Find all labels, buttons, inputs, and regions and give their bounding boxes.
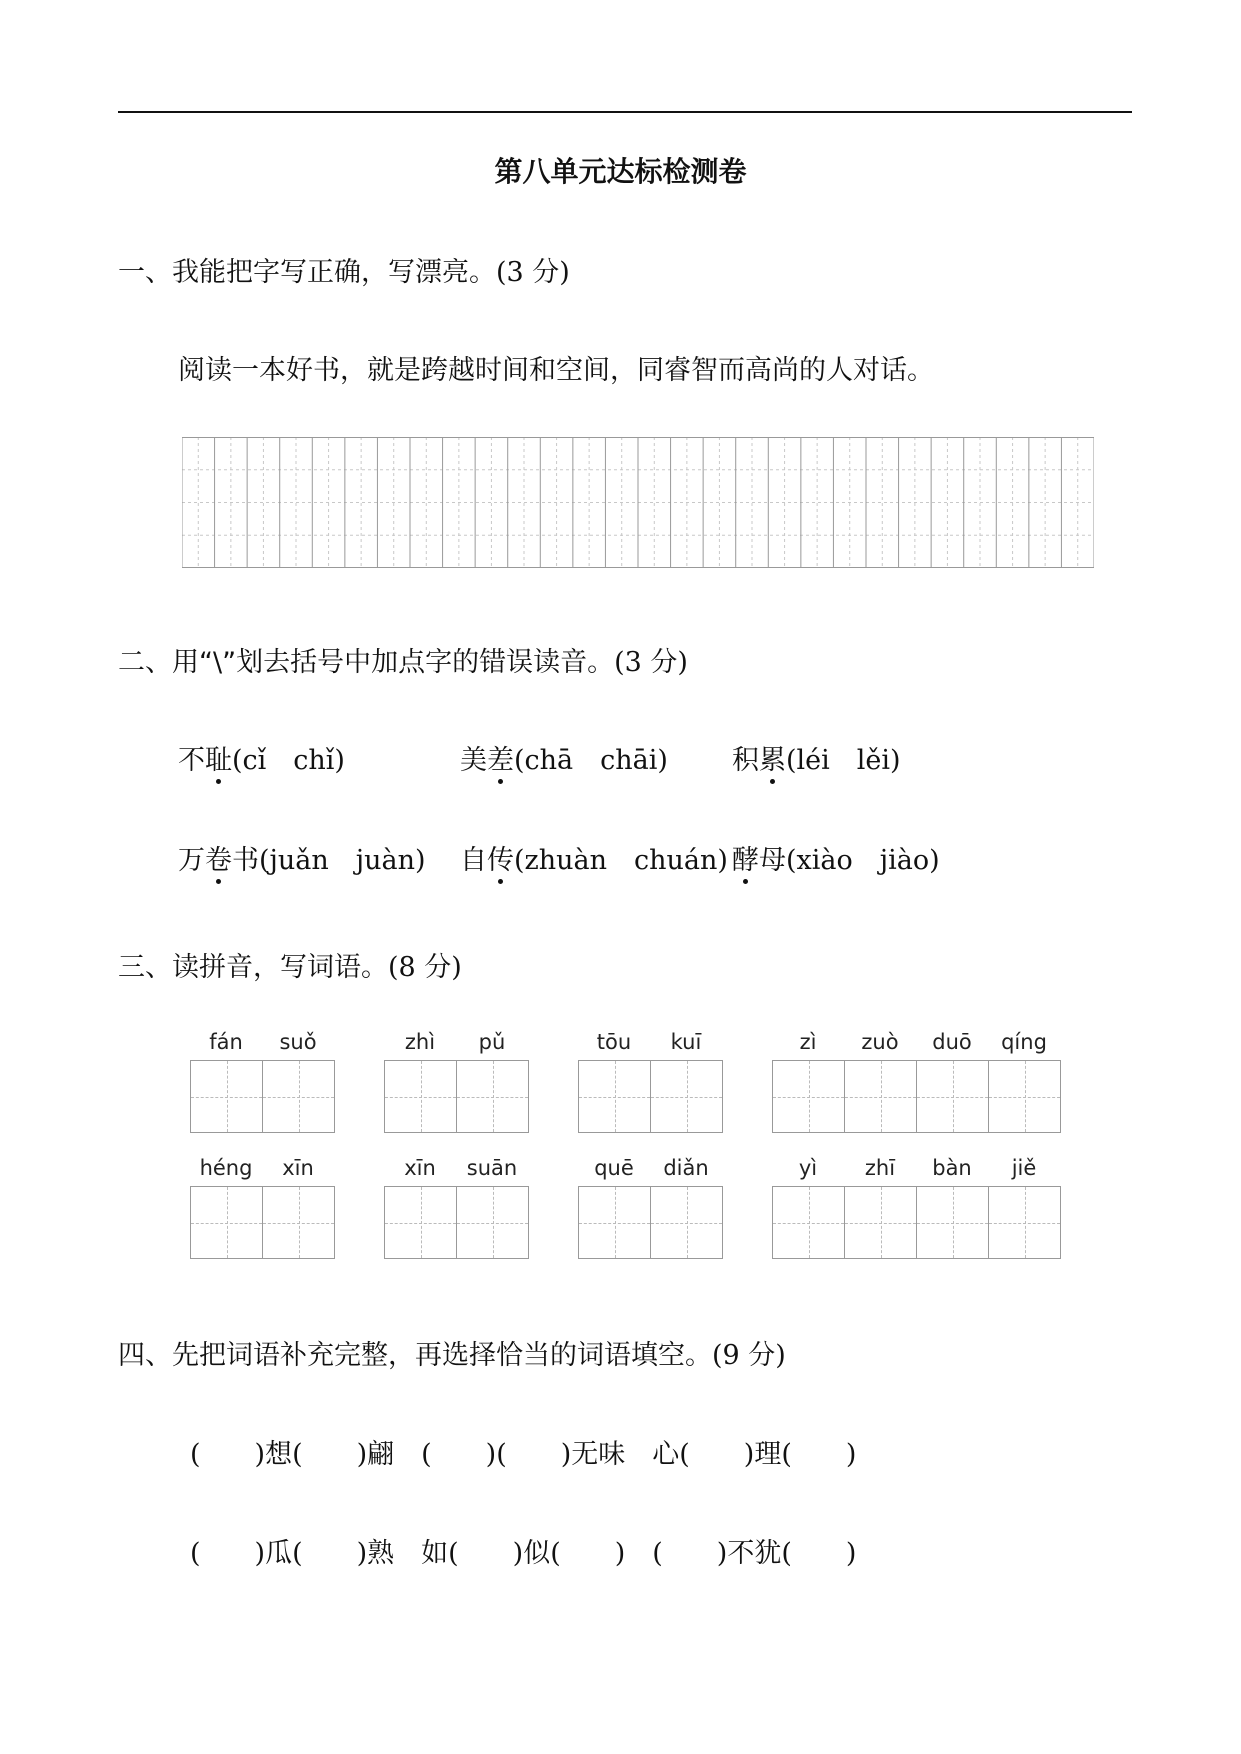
character-boxes (190, 1060, 335, 1133)
section-2-heading (118, 640, 688, 679)
pinyin-row (384, 1156, 529, 1186)
pinyin-syllable: suǒ (279, 1030, 317, 1054)
section-1-sentence: 阅读一本好书，就是跨越时间和空间，同睿智而高尚的人对话。 (178, 355, 934, 386)
character-box[interactable] (773, 1061, 845, 1132)
item-char: 母 (759, 845, 786, 876)
character-box[interactable] (917, 1187, 989, 1258)
pinyin-word-group (190, 1156, 335, 1259)
pinyin-syllable: kuī (670, 1030, 702, 1054)
fill-blank-line-2[interactable]: ( )瓜( )熟 如( )似( ) ( )不犹( ) (190, 1538, 857, 1569)
pinyin-syllable: suān (466, 1156, 518, 1180)
pronunciation-item (732, 738, 901, 777)
character-box[interactable] (845, 1061, 917, 1132)
section-3-score: (8 分) (388, 952, 462, 983)
item-char: 书 (232, 845, 259, 876)
character-box[interactable] (579, 1187, 651, 1258)
character-box[interactable] (845, 1187, 917, 1258)
pinyin-row (578, 1030, 723, 1060)
character-boxes (384, 1186, 529, 1259)
pinyin-options[interactable]: (zhuàn chuán) (514, 845, 728, 876)
section-1-heading-text: 一、我能把字写正确，写漂亮。 (118, 257, 496, 288)
pinyin-row (772, 1156, 1061, 1186)
item-char: 不 (178, 745, 205, 776)
item-char: 积 (732, 745, 759, 776)
pinyin-syllable: zhì (404, 1030, 436, 1054)
page-title: 第八单元达标检测卷 (494, 155, 747, 188)
character-box[interactable] (385, 1061, 457, 1132)
pinyin-syllable: quē (594, 1156, 634, 1180)
pinyin-row (190, 1030, 335, 1060)
item-char: 自 (460, 845, 487, 876)
pinyin-syllable: xīn (404, 1156, 436, 1180)
pinyin-syllable: duō (932, 1030, 972, 1054)
pronunciation-item (460, 838, 728, 877)
dotted-char: 传 (487, 838, 514, 877)
section-2-heading-text: 二、用“\”划去括号中加点字的错误读音。 (118, 647, 615, 678)
pinyin-row (384, 1030, 529, 1060)
character-boxes (772, 1060, 1061, 1133)
pronunciation-item (460, 738, 668, 777)
character-box[interactable] (191, 1061, 263, 1132)
pinyin-syllable: héng (199, 1156, 253, 1180)
character-box[interactable] (385, 1187, 457, 1258)
dotted-char: 耻 (205, 738, 232, 777)
pinyin-syllable: xīn (282, 1156, 314, 1180)
dotted-char: 卷 (205, 838, 232, 877)
character-box[interactable] (457, 1187, 528, 1258)
pinyin-options[interactable]: (chā chāi) (514, 745, 668, 776)
fill-blank-line-1[interactable]: ( )想( )翩 ( )( )无味 心( )理( ) (190, 1439, 857, 1470)
section-4-score: (9 分) (712, 1340, 786, 1371)
pinyin-syllable: fán (209, 1030, 243, 1054)
pinyin-options[interactable]: (juǎn juàn) (259, 845, 426, 876)
pronunciation-item (732, 838, 940, 877)
character-box[interactable] (917, 1061, 989, 1132)
character-box[interactable] (773, 1187, 845, 1258)
section-3-heading-text: 三、读拼音，写词语。 (118, 952, 388, 983)
dotted-char: 酵 (732, 838, 759, 877)
character-boxes (772, 1186, 1061, 1259)
pinyin-row (578, 1156, 723, 1186)
pinyin-row (772, 1030, 1061, 1060)
pinyin-options[interactable]: (cǐ chǐ) (232, 745, 345, 776)
character-box[interactable] (457, 1061, 528, 1132)
section-3-heading (118, 945, 462, 984)
section-1-score: (3 分) (496, 257, 570, 288)
pinyin-syllable: zhī (864, 1156, 896, 1180)
pinyin-word-group (772, 1030, 1061, 1133)
dotted-char: 累 (759, 738, 786, 777)
item-char: 美 (460, 745, 487, 776)
section-4-heading (118, 1333, 786, 1372)
pinyin-options[interactable]: (léi lěi) (786, 745, 901, 776)
item-char: 万 (178, 845, 205, 876)
character-boxes (384, 1060, 529, 1133)
pinyin-word-group (190, 1030, 335, 1133)
pinyin-syllable: yì (798, 1156, 818, 1180)
character-boxes (578, 1060, 723, 1133)
character-box[interactable] (989, 1187, 1060, 1258)
pinyin-word-group (384, 1156, 529, 1259)
character-box[interactable] (191, 1187, 263, 1258)
pinyin-word-group (578, 1030, 723, 1133)
pronunciation-item (178, 838, 426, 877)
pinyin-syllable: zuò (861, 1030, 899, 1054)
pinyin-syllable: zì (799, 1030, 817, 1054)
pinyin-word-group (384, 1030, 529, 1133)
character-box[interactable] (651, 1061, 722, 1132)
pronunciation-item (178, 738, 345, 777)
character-box[interactable] (579, 1061, 651, 1132)
pinyin-syllable: qíng (1001, 1030, 1047, 1054)
top-rule (118, 111, 1132, 113)
pinyin-syllable: diǎn (663, 1156, 709, 1180)
writing-grid[interactable] (182, 437, 1094, 568)
pinyin-syllable: bàn (932, 1156, 972, 1180)
pinyin-syllable: jiě (1011, 1156, 1037, 1180)
character-box[interactable] (989, 1061, 1060, 1132)
pinyin-row (190, 1156, 335, 1186)
pinyin-word-group (578, 1156, 723, 1259)
pinyin-options[interactable]: (xiào jiào) (786, 845, 940, 876)
pinyin-word-group (772, 1156, 1061, 1259)
dotted-char: 差 (487, 738, 514, 777)
character-box[interactable] (263, 1187, 334, 1258)
character-boxes (578, 1186, 723, 1259)
section-4-heading-text: 四、先把词语补充完整，再选择恰当的词语填空。 (118, 1340, 712, 1371)
character-box[interactable] (263, 1061, 334, 1132)
character-boxes (190, 1186, 335, 1259)
section-1-heading (118, 250, 570, 289)
pinyin-syllable: tōu (596, 1030, 632, 1054)
section-2-score: (3 分) (614, 647, 688, 678)
character-box[interactable] (651, 1187, 722, 1258)
pinyin-syllable: pǔ (478, 1030, 506, 1054)
